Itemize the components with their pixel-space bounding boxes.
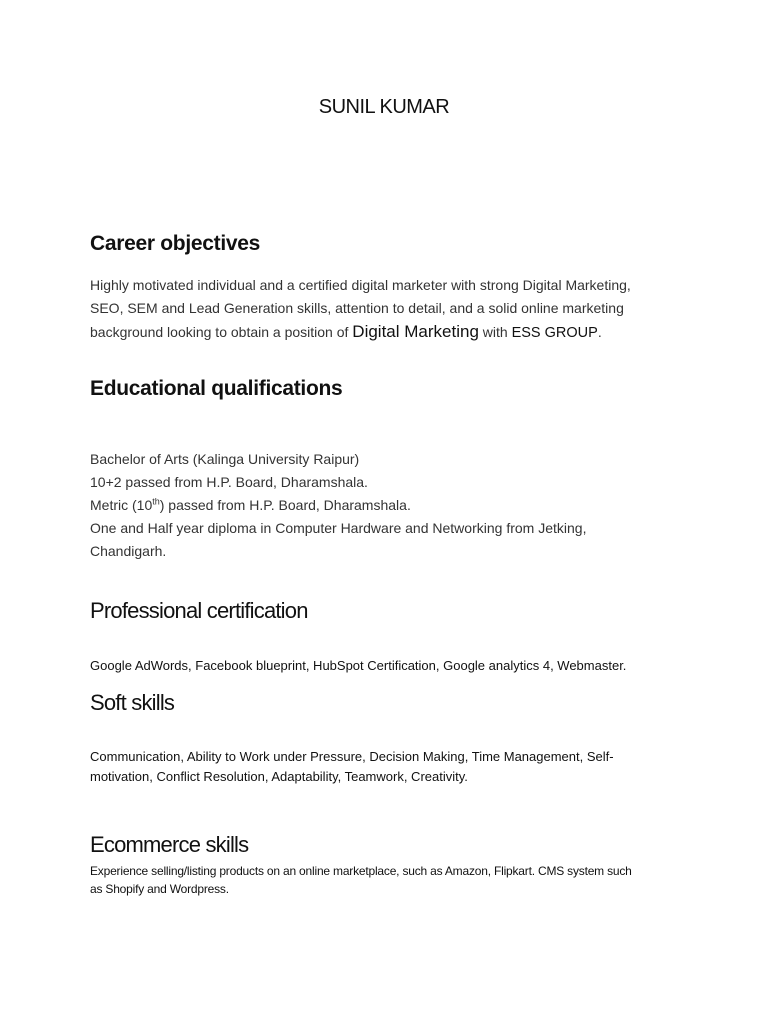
ecommerce-skills-text	[90, 862, 690, 898]
education-item-3-sup: th	[152, 496, 160, 507]
career-line-3-end: .	[597, 324, 602, 340]
education-heading: Educational qualifications	[90, 377, 343, 400]
career-line-2: SEO, SEM and Lead Generation skills, attention to detail, and a solid online marketing	[90, 300, 624, 316]
target-company: ESS GROUP	[511, 325, 598, 341]
certification-heading: Professional certification	[90, 598, 308, 623]
soft-skills-line-2: motivation, Conflict Resolution, Adaptability, Teamwork, Creativity.	[90, 769, 468, 784]
education-item-4-line-2: Chandigarh.	[90, 543, 167, 559]
ecommerce-line-2: as Shopify and Wordpress.	[90, 882, 229, 896]
ecommerce-line-1: Experience selling/listing products on an online marketplace, such as Amazon, Flipkart. CMS system such	[90, 864, 632, 878]
ecommerce-skills-heading: Ecommerce skills	[90, 832, 249, 857]
career-line-3-mid: with	[478, 324, 512, 340]
education-item-2: 10+2 passed from H.P. Board, Dharamshala.	[90, 474, 368, 490]
certification-text: Google AdWords, Facebook blueprint, HubSpot Certification, Google analytics 4, Webmaster.	[90, 658, 627, 673]
career-line-3-pre: background looking to obtain a position of	[90, 324, 353, 340]
education-item-3-post: ) passed from H.P. Board, Dharamshala.	[159, 497, 411, 513]
soft-skills-heading: Soft skills	[90, 690, 175, 715]
career-line-3	[90, 320, 690, 345]
target-position: Digital Marketing	[352, 322, 479, 341]
soft-skills-line-1: Communication, Ability to Work under Pressure, Decision Making, Time Management, Self-	[90, 749, 614, 764]
education-item-1: Bachelor of Arts (Kalinga University Raipur)	[90, 451, 360, 467]
soft-skills-text	[90, 747, 690, 787]
education-list	[90, 448, 690, 563]
education-item-3-pre: Metric (10	[90, 497, 153, 513]
career-objectives-text	[90, 274, 690, 345]
career-line-1: Highly motivated individual and a certified digital marketer with strong Digital Marketing,	[90, 277, 631, 293]
education-item-4-line-1: One and Half year diploma in Computer Hardware and Networking from Jetking,	[90, 520, 587, 536]
career-objectives-heading: Career objectives	[90, 232, 260, 255]
candidate-name: SUNIL KUMAR	[318, 96, 450, 118]
education-item-3	[90, 494, 690, 517]
